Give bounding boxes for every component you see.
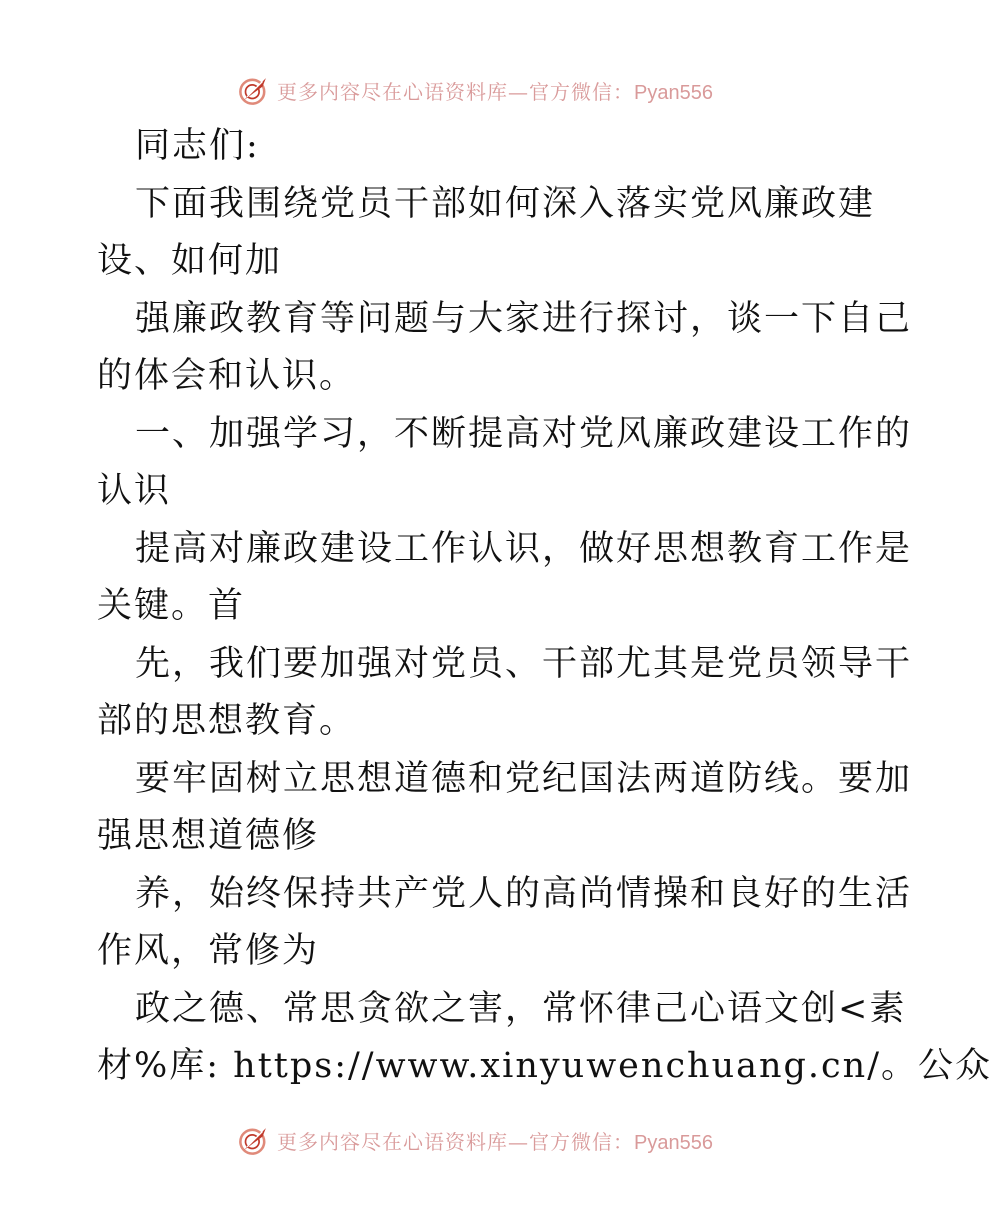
- text-line: 要牢固树立思想道德和党纪国法两道防线。要加: [135, 758, 913, 799]
- wechat-id: Pyan556: [634, 1131, 713, 1154]
- footer-banner: [0, 1120, 950, 1160]
- text-line: 认识: [97, 471, 172, 511]
- text-line: 先，我们要加强对党员、干部尤其是党员领导干: [135, 643, 913, 684]
- header-banner: [0, 70, 950, 110]
- quill-logo-icon: [237, 73, 271, 107]
- text-line: 设、如何加: [97, 241, 283, 281]
- document-body: [97, 118, 992, 1096]
- banner-label: 更多内容尽在心语资料库—官方微信：: [277, 1129, 635, 1154]
- text-line: 同志们:: [135, 126, 260, 166]
- text-line: 材%库: https://www.xinyuwenchuang.cn/。公众: [97, 1046, 992, 1086]
- text-line: 强廉政教育等问题与大家进行探讨，谈一下自己: [135, 298, 913, 339]
- text-line: 下面我围绕党员干部如何深入落实党风廉政建: [135, 183, 876, 224]
- text-line: 养，始终保持共产党人的高尚情操和良好的生活: [135, 873, 913, 914]
- text-line: 关键。首: [97, 586, 246, 626]
- banner-label: 更多内容尽在心语资料库—官方微信：: [277, 79, 635, 104]
- text-line: 政之德、常思贪欲之害，常怀律己心语文创<素: [135, 988, 907, 1029]
- text-line: 提高对廉政建设工作认识，做好思想教育工作是: [135, 528, 913, 569]
- text-line: 作风，常修为: [97, 931, 320, 971]
- text-line: 强思想道德修: [97, 816, 320, 856]
- banner-text: [277, 76, 713, 105]
- text-line: 一、加强学习，不断提高对党风廉政建设工作的: [135, 413, 913, 454]
- quill-logo-icon: [237, 1123, 271, 1157]
- banner-text: [277, 1126, 713, 1155]
- text-line: 的体会和认识。: [97, 356, 357, 396]
- text-line: 部的思想教育。: [97, 701, 357, 741]
- wechat-id: Pyan556: [634, 81, 713, 104]
